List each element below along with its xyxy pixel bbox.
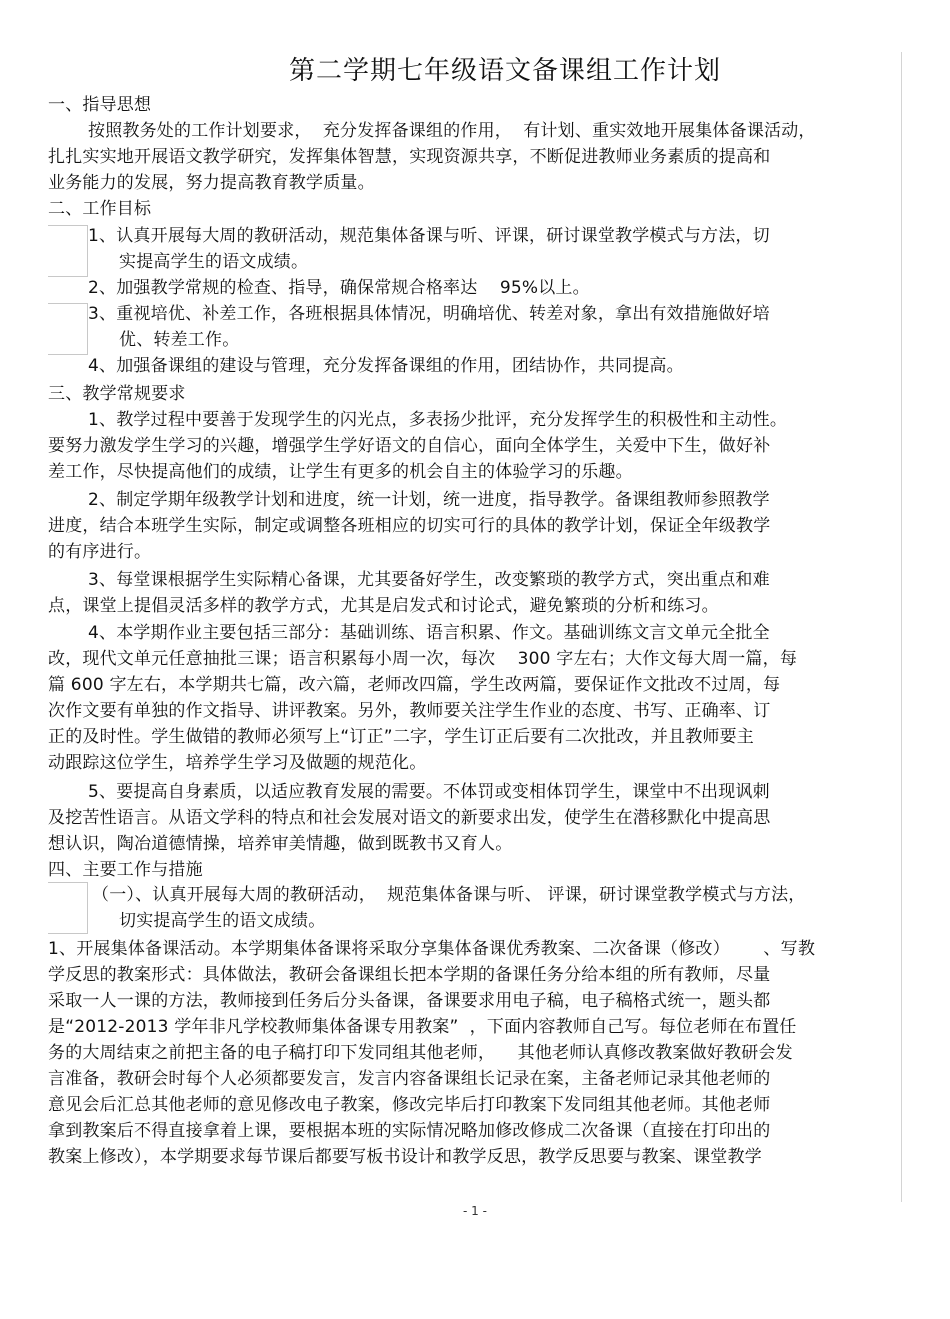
list-item-line: 优、转差工作。 [119,330,240,350]
paragraph-line: 言准备，教研会时每个人必须都要发言，发言内容备课组长记录在案，主备老师记录其他老师的 [48,1069,771,1089]
paragraph-line: 业务能力的发展，努力提高教育教学质量。 [48,173,375,193]
paragraph-line: 学反思的教案形式：具体做法，教研会备课组长把本学期的备课任务分给本组的所有教师，尽量 [48,965,771,985]
paragraph-line: 务的大周结束之前把主备的电子稿打印下发同组其他老师， 其他老师认真修改教案做好教研会发 [48,1043,793,1063]
subsection-line: （一）、认真开展每大周的教研活动， 规范集体备课与听、 评课，研讨课堂教学模式与方法， [92,885,806,905]
paragraph-line: 要努力激发学生学习的兴趣，增强学生学好语文的自信心，面向全体学生，关爱中下生，做好补 [48,436,771,456]
list-item-line: 4、加强备课组的建设与管理，充分发挥备课组的作用，团结协作，共同提高。 [88,356,684,376]
page-edge-rule [901,52,902,1202]
paragraph-line: 按照教务处的工作计划要求， 充分发挥备课组的作用， 有计划、重实效地开展集体备课活动， [88,121,816,141]
section-heading: 四、主要工作与措施 [48,860,203,880]
paragraph-line: 想认识，陶冶道德情操，培养审美情趣，做到既教书又育人。 [48,834,513,854]
paragraph-line: 采取一人一课的方法，教师接到任务后分头备课，备课要求用电子稿，电子稿格式统一，题头都 [48,991,771,1011]
paragraph-line: 及挖苦性语言。从语文学科的特点和社会发展对语文的新要求出发，使学生在潜移默化中提高思 [48,808,771,828]
section-heading: 一、指导思想 [48,95,152,115]
section-heading: 二、工作目标 [48,199,152,219]
paragraph-line: 的有序进行。 [48,542,152,562]
paragraph-line: 5、要提高自身素质，以适应教育发展的需要。不体罚或变相体罚学生，课堂中不出现讽刺 [88,782,770,802]
paragraph-line: 1、开展集体备课活动。本学期集体备课将采取分享集体备课优秀教案、二次备课（修改） 、写教 [48,939,816,959]
document-title: 第二学期七年级语文备课组工作计划 [288,56,721,86]
paragraph-line: 3、每堂课根据学生实际精心备课，尤其要备好学生，改变繁琐的教学方式，突出重点和难 [88,570,770,590]
list-item-line: 实提高学生的语文成绩。 [119,252,309,272]
list-item-line: 2、加强教学常规的检查、指导，确保常规合格率达 95%以上。 [88,278,590,298]
paragraph-line: 1、教学过程中要善于发现学生的闪光点，多表扬少批评，充分发挥学生的积极性和主动性。 [88,410,788,430]
paragraph-line: 是“2012-2013 学年非凡学校教师集体备课专用教案” ，下面内容教师自己写。每位老师在布置任 [48,1017,797,1037]
paragraph-line: 2、制定学期年级教学计划和进度，统一计划，统一进度，指导教学。备课组教师参照教学 [88,490,770,510]
list-bracket [48,303,88,355]
paragraph-line: 篇 600 字左右，本学期共七篇，改六篇，老师改四篇，学生改两篇，要保证作文批改不过周，每 [48,675,781,695]
list-bracket [48,225,88,277]
paragraph-line: 4、本学期作业主要包括三部分：基础训练、语言积累、作文。基础训练文言文单元全批全 [88,623,770,643]
section-heading: 三、教学常规要求 [48,384,186,404]
paragraph-line: 意见会后汇总其他老师的意见修改电子教案，修改完毕后打印教案下发同组其他老师。其他老师 [48,1095,771,1115]
list-item-line: 3、重视培优、补差工作，各班根据具体情况，明确培优、转差对象，拿出有效措施做好培 [88,304,770,324]
paragraph-line: 拿到教案后不得直接拿着上课，要根据本班的实际情况略加修改修成二次备课（直接在打印出的 [48,1121,771,1141]
subsection-line: 切实提高学生的语文成绩。 [119,911,326,931]
paragraph-line: 改，现代文单元任意抽批三课；语言积累每小周一次，每次 300 字左右；大作文每大周一篇，每 [48,649,798,669]
list-item-line: 1、认真开展每大周的教研活动，规范集体备课与听、评课，研讨课堂教学模式与方法，切 [88,226,770,246]
paragraph-line: 扎扎实实地开展语文教学研究，发挥集体智慧，实现资源共享，不断促进教师业务素质的提高和 [48,147,771,167]
page-number: - 1 - [463,1204,487,1218]
paragraph-line: 教案上修改），本学期要求每节课后都要写板书设计和教学反思，教学反思要与教案、课堂教学 [48,1147,762,1167]
list-bracket [48,882,88,934]
paragraph-line: 进度，结合本班学生实际，制定或调整各班相应的切实可行的具体的教学计划，保证全年级教学 [48,516,771,536]
paragraph-line: 点，课堂上提倡灵活多样的教学方式，尤其是启发式和讨论式，避免繁琐的分析和练习。 [48,596,719,616]
paragraph-line: 差工作，尽快提高他们的成绩，让学生有更多的机会自主的体验学习的乐趣。 [48,462,633,482]
paragraph-line: 正的及时性。学生做错的教师必须写上“订正”二字，学生订正后要有二次批改，并且教师要主 [48,727,755,747]
paragraph-line: 次作文要有单独的作文指导、讲评教案。另外，教师要关注学生作业的态度、书写、正确率、订 [48,701,771,721]
paragraph-line: 动跟踪这位学生，培养学生学习及做题的规范化。 [48,753,427,773]
